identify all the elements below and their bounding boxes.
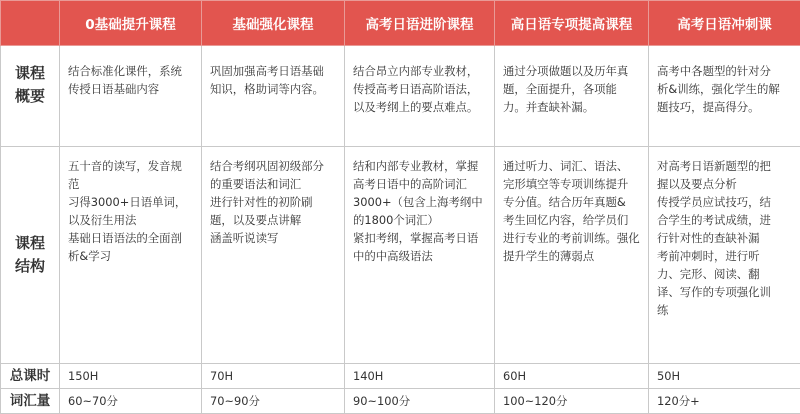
overview-line: 题技巧，提高得分。 — [657, 98, 794, 116]
course-header-foundation-strengthen: 基础强化课程 — [202, 1, 345, 46]
overview-row-label — [1, 46, 60, 147]
structure-line: 专分值。结合历年真题& — [503, 193, 642, 211]
corner-cell — [1, 1, 60, 46]
overview-line: 力。并查缺补漏。 — [503, 98, 642, 116]
hours-cell: 140H — [345, 364, 495, 389]
overview-line: 巩固加强高考日语基础 — [210, 62, 338, 80]
vocab-cell: 100~120分 — [495, 389, 649, 414]
structure-line: 结合考纲巩固初级部分 — [210, 157, 338, 175]
structure-line: 涵盖听说读写 — [210, 229, 338, 247]
structure-line: 紧扣考纲，掌握高考日语 — [353, 229, 488, 247]
structure-cell-advanced — [345, 147, 495, 364]
structure-cell-specialized — [495, 147, 649, 364]
vocab-cell: 120分+ — [649, 389, 800, 414]
overview-line: 以及考纲上的要点难点。 — [353, 98, 488, 116]
structure-line: 练 — [657, 301, 794, 319]
structure-line: 基础日语语法的全面剖 — [68, 229, 195, 247]
header-row — [1, 1, 800, 46]
overview-cell-advanced — [345, 46, 495, 147]
structure-line: 提升学生的薄弱点 — [503, 247, 642, 265]
overview-label-line: 课程 — [1, 62, 59, 85]
structure-line: 考前冲刺时，进行听 — [657, 247, 794, 265]
overview-cell-foundation-strengthen — [202, 46, 345, 147]
overview-line: 结合昂立内部专业教材， — [353, 62, 488, 80]
overview-line: 析&训练，强化学生的解 — [657, 80, 794, 98]
overview-line: 传授高考日语高阶语法， — [353, 80, 488, 98]
hours-cell: 50H — [649, 364, 800, 389]
structure-row — [1, 147, 800, 364]
overview-line: 传授日语基础内容 — [68, 80, 195, 98]
structure-line: 握以及要点分析 — [657, 175, 794, 193]
structure-line: 以及衍生用法 — [68, 211, 195, 229]
overview-line: 结合标准化课件，系统 — [68, 62, 195, 80]
overview-line: 通过分项做题以及历年真 — [503, 62, 642, 80]
structure-line: 高考日语中的高阶词汇 — [353, 175, 488, 193]
hours-cell: 60H — [495, 364, 649, 389]
overview-cell-foundation-boost — [60, 46, 202, 147]
structure-line: 考生回忆内容，给学员们 — [503, 211, 642, 229]
structure-line: 题，以及要点讲解 — [210, 211, 338, 229]
hours-cell: 150H — [60, 364, 202, 389]
overview-line: 题，全面提升，各项能 — [503, 80, 642, 98]
structure-line: 3000+（包含上海考纲中 — [353, 193, 488, 211]
structure-line: 中的中高级语法 — [353, 247, 488, 265]
course-header-foundation-boost: 0基础提升课程 — [60, 1, 202, 46]
structure-label-line: 结构 — [1, 255, 59, 278]
structure-line: 习得3000+日语单词， — [68, 193, 195, 211]
overview-line: 知识，格助词等内容。 — [210, 80, 338, 98]
structure-line: 传授学员应试技巧，结 — [657, 193, 794, 211]
structure-cell-foundation-boost — [60, 147, 202, 364]
structure-line: 完形填空等专项训练提升 — [503, 175, 642, 193]
overview-label-line: 概要 — [1, 85, 59, 108]
course-header-advanced: 高考日语进阶课程 — [345, 1, 495, 46]
vocab-cell: 60~70分 — [60, 389, 202, 414]
structure-line: 范 — [68, 175, 195, 193]
structure-line: 合学生的考试成绩，进 — [657, 211, 794, 229]
structure-line: 进行针对性的初阶刷 — [210, 193, 338, 211]
overview-row — [1, 46, 800, 147]
structure-line: 结和内部专业教材，掌握 — [353, 157, 488, 175]
structure-line: 析&学习 — [68, 247, 195, 265]
structure-cell-foundation-strengthen — [202, 147, 345, 364]
overview-cell-specialized — [495, 46, 649, 147]
structure-line: 五十音的读写，发音规 — [68, 157, 195, 175]
hours-row-label: 总课时 — [1, 364, 60, 389]
structure-line: 通过听力、词汇、语法、 — [503, 157, 642, 175]
overview-line: 高考中各题型的针对分 — [657, 62, 794, 80]
vocab-cell: 90~100分 — [345, 389, 495, 414]
vocab-cell: 70~90分 — [202, 389, 345, 414]
hours-cell: 70H — [202, 364, 345, 389]
structure-label-line: 课程 — [1, 232, 59, 255]
overview-cell-sprint — [649, 46, 800, 147]
structure-row-label — [1, 147, 60, 364]
structure-line: 的1800个词汇） — [353, 211, 488, 229]
structure-line: 进行专业的考前训练。强化 — [503, 229, 642, 247]
course-header-specialized: 高日语专项提高课程 — [495, 1, 649, 46]
vocab-row-label: 词汇量 — [1, 389, 60, 414]
vocab-row — [1, 389, 800, 414]
structure-line: 的重要语法和词汇 — [210, 175, 338, 193]
structure-line: 译、写作的专项强化训 — [657, 283, 794, 301]
structure-cell-sprint — [649, 147, 800, 364]
structure-line: 对高考日语新题型的把 — [657, 157, 794, 175]
hours-row — [1, 364, 800, 389]
structure-line: 力、完形、阅读、翻 — [657, 265, 794, 283]
structure-line: 行针对性的查缺补漏 — [657, 229, 794, 247]
course-header-sprint: 高考日语冲刺课 — [649, 1, 800, 46]
